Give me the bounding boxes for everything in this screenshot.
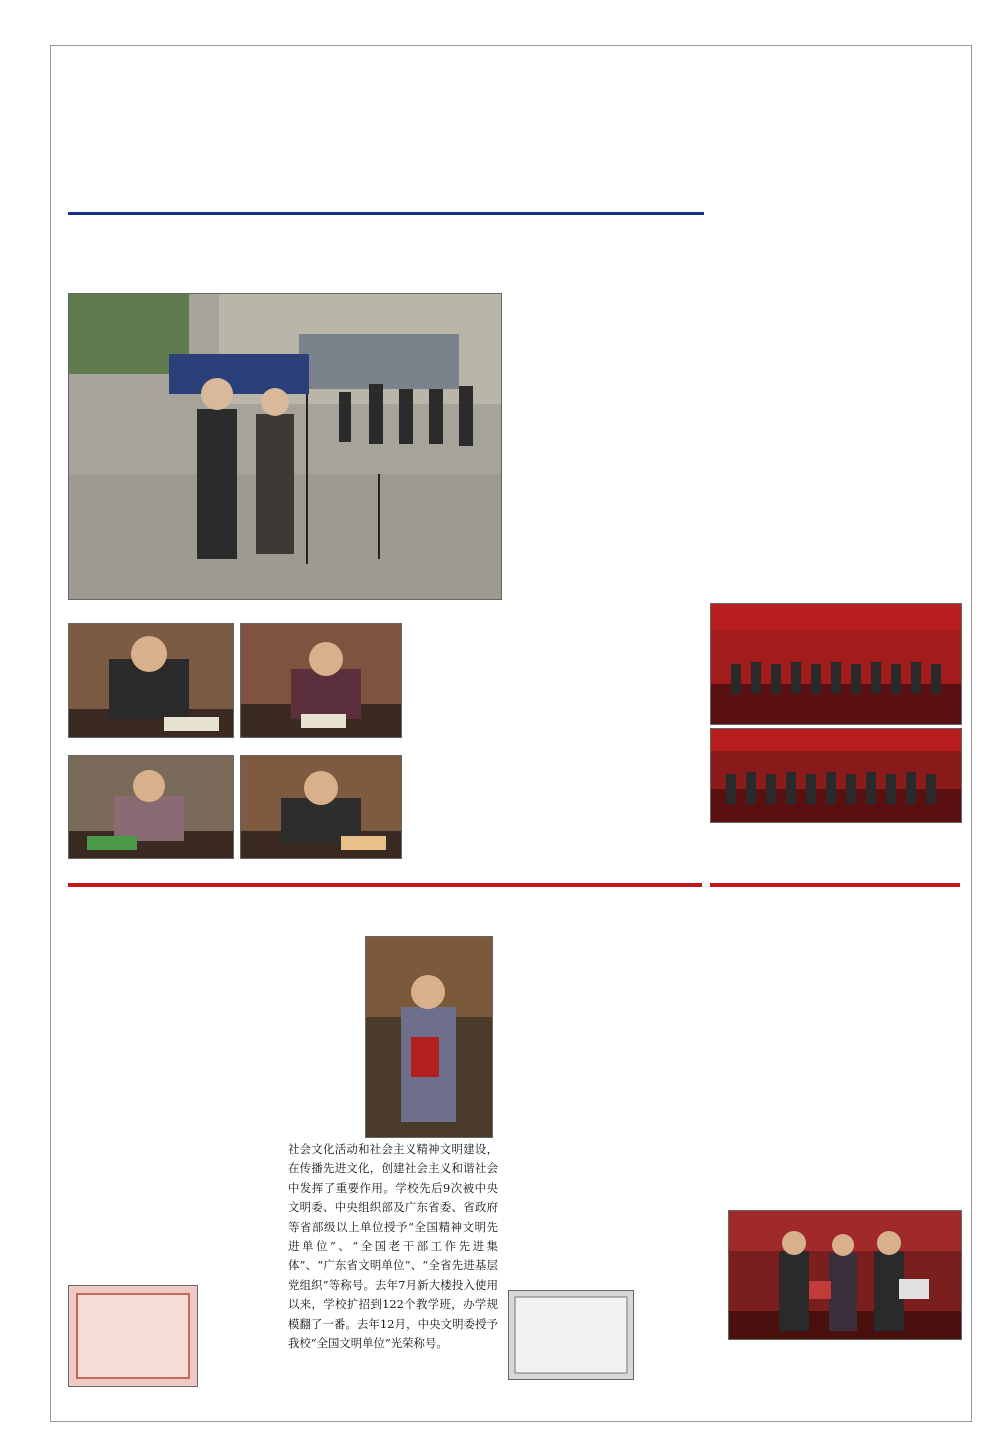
masthead-rule	[68, 212, 704, 215]
article2-photo	[365, 936, 493, 1138]
article2-bottom-text: 社会文化活动和社会主义精神文明建设，在传播先进文化，创建社会主义和谐社会中发挥了重要作用。学校先后9次被中央文明委、中央组织部及广东省委、省政府等省部级以上单位授予“全国精神文明先进单位”、“全国老干部工作先进集体”、“广东省文明单位”、“全省先进基层党组织”等称号。去年7月新大楼投入使用以来，学校扩招到122个教学班，办学规模翻了一番。去年12月，中央文明委授予我校“全国文明单位”光荣称号。	[288, 1142, 498, 1351]
photo-si	[240, 755, 402, 859]
award-photo-top-image	[711, 604, 961, 724]
award-plaque-photo	[508, 1290, 634, 1380]
article2-right-column-top	[288, 936, 362, 1136]
section-divider-left	[68, 883, 702, 887]
photo-zhu	[68, 623, 234, 738]
article2-bottom-column	[288, 1140, 498, 1368]
certificate-photo	[68, 1285, 198, 1387]
article3-group-photo-image	[729, 1211, 961, 1339]
certificate-image	[69, 1286, 197, 1386]
award-plaque-image	[509, 1291, 633, 1379]
award-photo-bottom-image	[711, 729, 961, 822]
photo-li	[68, 755, 234, 859]
photo-zhu-image	[69, 624, 233, 737]
photo-zhang-image	[241, 624, 401, 737]
award-photo-bottom	[710, 728, 962, 823]
photo-li-image	[69, 756, 233, 858]
section-divider-right	[710, 883, 960, 887]
award-photo-top	[710, 603, 962, 725]
masthead-info	[95, 193, 705, 211]
masthead	[70, 62, 710, 190]
photo-si-image	[241, 756, 401, 858]
photo-zhang	[240, 623, 402, 738]
article2-photo-image	[366, 937, 492, 1137]
main-photo	[68, 293, 502, 600]
article3-group-photo	[728, 1210, 962, 1340]
main-photo-image	[69, 294, 501, 599]
